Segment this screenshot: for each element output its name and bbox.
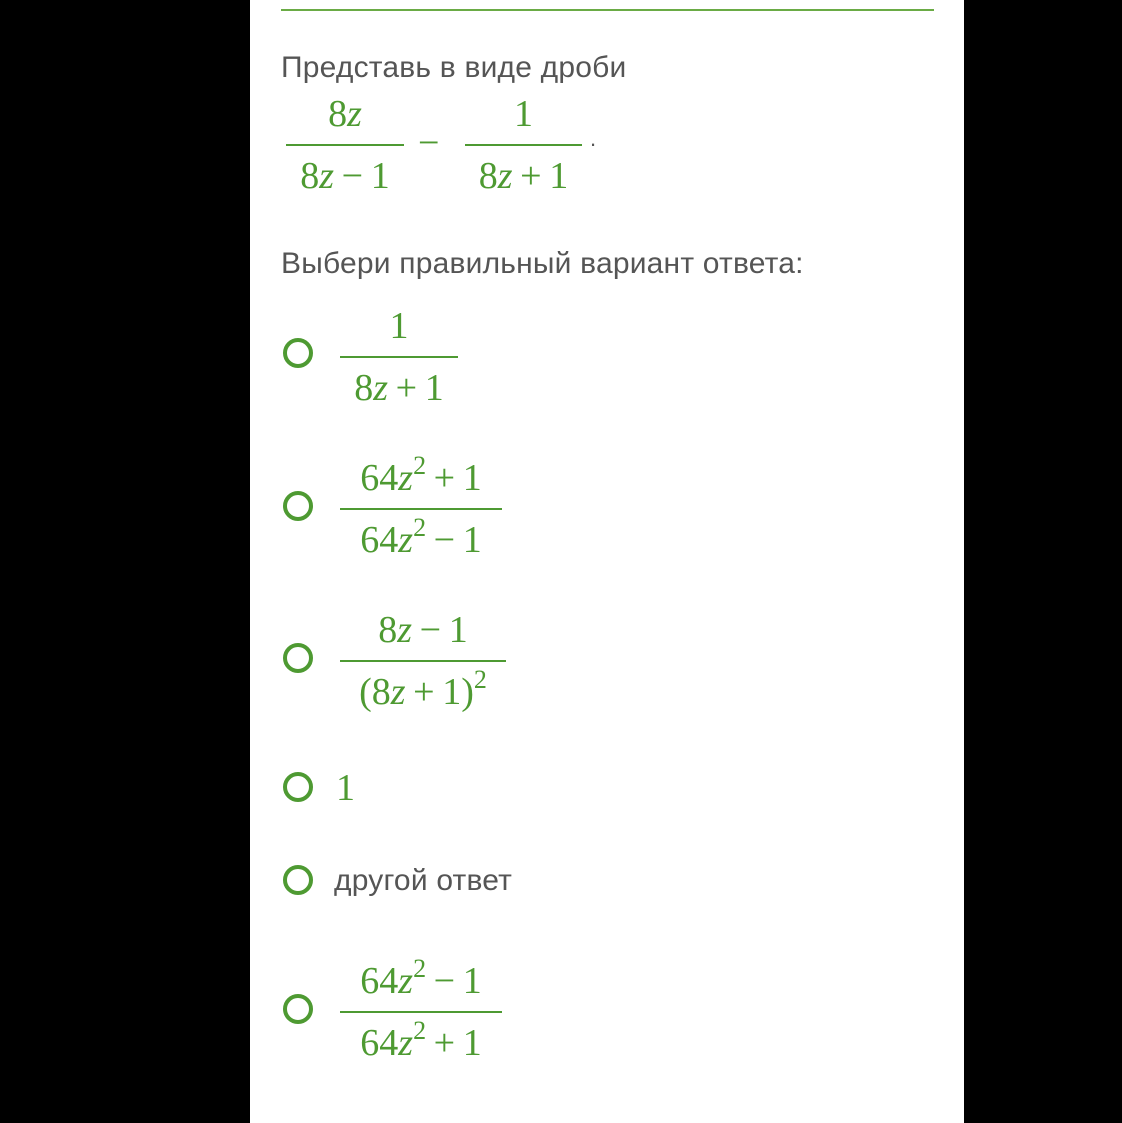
- option-5-radio[interactable]: [283, 865, 313, 895]
- fraction-numerator: 1: [514, 93, 533, 135]
- fraction-denominator: $64z^2 - 1$: [360, 513, 482, 561]
- fraction-numerator: 8z − 1: [378, 609, 468, 651]
- fraction-denominator: $(8z + 1)^2$: [359, 665, 487, 713]
- fraction-numerator: $64z^2 + 1$: [360, 451, 482, 499]
- option-4-value[interactable]: 1: [336, 767, 355, 809]
- top-divider: [281, 9, 934, 11]
- option-1-fraction[interactable]: [340, 304, 458, 410]
- question-fraction-1: [286, 92, 404, 198]
- option-5-label[interactable]: другой ответ: [334, 864, 513, 897]
- option-6-radio[interactable]: [283, 994, 313, 1024]
- fraction-denominator: 8z + 1: [354, 367, 444, 409]
- fraction-numerator: 1: [389, 305, 409, 347]
- fraction-denominator: $64z^2 + 1$: [360, 1016, 482, 1064]
- fraction-denominator: 8z − 1: [300, 155, 390, 197]
- minus-operator: −: [418, 122, 440, 164]
- option-2-radio[interactable]: [283, 491, 313, 521]
- fraction-numerator: 8z: [328, 93, 362, 135]
- option-3-radio[interactable]: [283, 643, 313, 673]
- question-fraction-2: [465, 92, 582, 198]
- answer-instruction: Выбери правильный вариант ответа:: [281, 247, 804, 280]
- fraction-denominator: 8z + 1: [478, 155, 569, 197]
- expression-period: .: [590, 126, 597, 151]
- option-4-radio[interactable]: [283, 772, 313, 802]
- option-2-fraction[interactable]: [340, 451, 502, 562]
- option-3-fraction[interactable]: [340, 608, 506, 714]
- option-1-radio[interactable]: [283, 338, 313, 368]
- option-6-fraction[interactable]: [340, 954, 502, 1065]
- question-prompt: Представь в виде дроби: [281, 51, 627, 84]
- fraction-numerator: $64z^2 - 1$: [360, 954, 482, 1002]
